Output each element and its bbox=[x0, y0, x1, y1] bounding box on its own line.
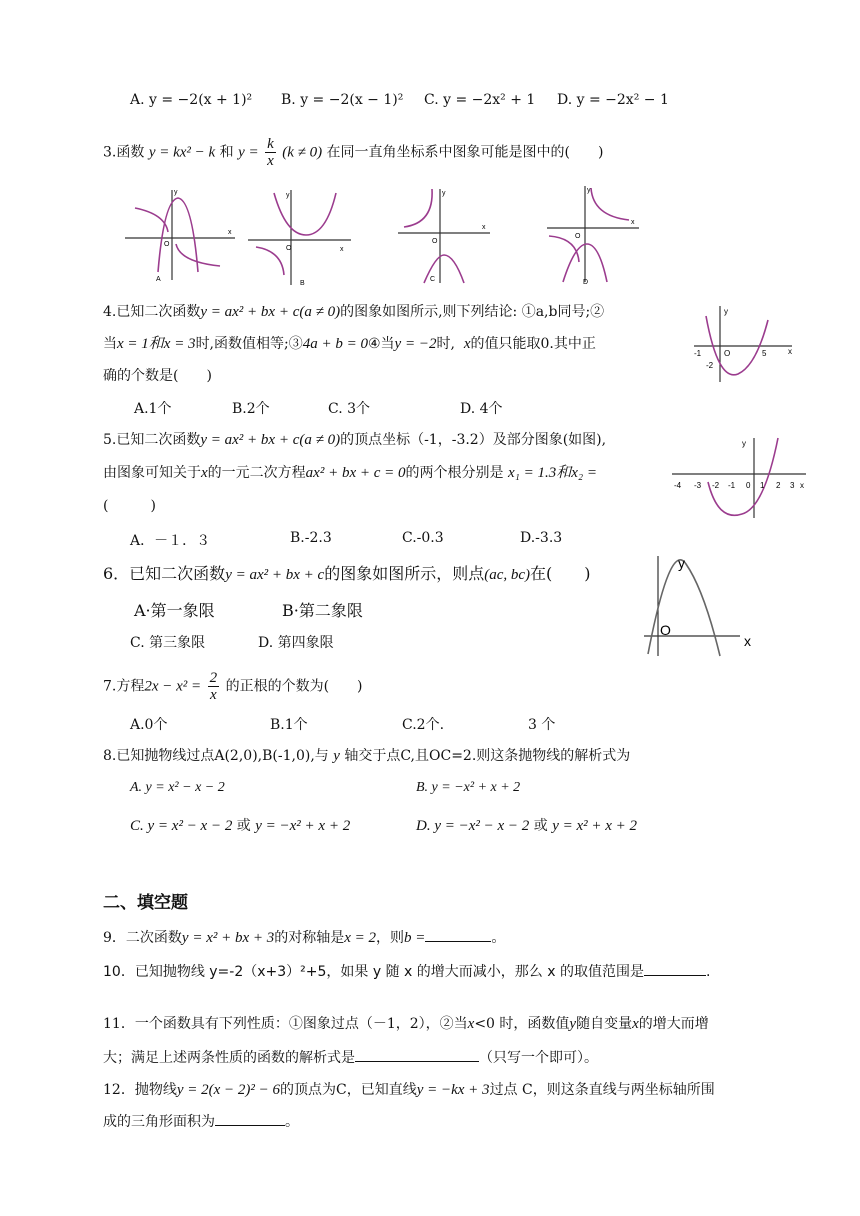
svg-text:x: x bbox=[228, 229, 232, 236]
svg-text:-1: -1 bbox=[728, 481, 736, 490]
svg-text:x: x bbox=[800, 481, 804, 490]
q5-option-b: B.-2.3 bbox=[290, 530, 332, 546]
svg-text:y: y bbox=[442, 190, 446, 197]
svg-text:-1: -1 bbox=[694, 349, 702, 358]
question-5-line-2: 由图象可知关于x的一元二次方程ax² + bx + c = 0的两个根分别是 x₁ = 1.3和x₂ = bbox=[103, 465, 597, 481]
svg-text:x: x bbox=[744, 633, 751, 649]
q5-option-c: C.-0.3 bbox=[402, 530, 444, 546]
q7-option-d: 3 个 bbox=[528, 717, 556, 733]
q6-option-c: C. 第三象限 bbox=[130, 635, 206, 651]
question-12-line-1: 12．抛物线y = 2(x − 2)² − 6的顶点为C，已知直线y = −kx + 3过点 C，则这条直线与两坐标轴所围 bbox=[103, 1082, 715, 1098]
svg-text:O: O bbox=[660, 622, 671, 638]
q2-option-a: A. y = −2(x + 1)² bbox=[130, 92, 253, 108]
q3-graph-label-d: D bbox=[583, 279, 589, 286]
q3-graph-d bbox=[545, 182, 645, 286]
q6-option-a: A·第一象限 bbox=[134, 601, 215, 620]
svg-text:O: O bbox=[164, 241, 170, 248]
svg-text:-3: -3 bbox=[694, 481, 702, 490]
svg-text:-2: -2 bbox=[712, 481, 720, 490]
q2-option-c: C. y = −2x² + 1 bbox=[424, 92, 536, 108]
q3-graph-label-b: B bbox=[300, 280, 305, 287]
question-6-line-1: 6．已知二次函数y = ax² + bx + c的图象如图所示，则点(ac, bc)在( ) bbox=[103, 564, 591, 583]
q7-option-c: C.2个. bbox=[402, 717, 445, 733]
q4-option-b: B.2个 bbox=[232, 401, 270, 417]
svg-text:0: 0 bbox=[746, 481, 751, 490]
q8-option-c: C. y = x² − x − 2 或 y = −x² + x + 2 bbox=[130, 818, 351, 834]
question-7-stem: 7.方程2x − x² = $\frac{2}{x}$ 的正根的个数为( ) bbox=[103, 670, 363, 703]
q6-option-b: B·第二象限 bbox=[282, 601, 363, 620]
question-5-line-3: ( ) bbox=[103, 498, 156, 514]
svg-text:2: 2 bbox=[776, 481, 781, 490]
question-12-line-2: 成的三角形面积为 。 bbox=[103, 1114, 299, 1130]
question-5-line-1: 5.已知二次函数y = ax² + bx + c(a ≠ 0)的顶点坐标（-1，-3.2）及部分图象(如图), bbox=[103, 432, 607, 448]
svg-text:x: x bbox=[788, 347, 792, 356]
svg-text:y: y bbox=[174, 189, 178, 196]
question-4-line-3: 确的个数是( ) bbox=[103, 368, 212, 384]
q8-option-a: A. y = x² − x − 2 bbox=[130, 780, 225, 795]
q8-option-b: B. y = −x² + x + 2 bbox=[416, 780, 521, 795]
q3-graph-c bbox=[394, 185, 494, 285]
section-title-fill-in: 二、填空题 bbox=[103, 893, 188, 913]
q3-graph-label-c: C bbox=[430, 276, 436, 283]
question-4-line-1: 4.已知二次函数y = ax² + bx + c(a ≠ 0)的图象如图所示,则下列结论: ①a,b同号;② bbox=[103, 304, 605, 320]
q3-graph-label-a: A bbox=[156, 276, 161, 283]
q2-option-b: B. y = −2(x − 1)² bbox=[281, 92, 404, 108]
q4-option-c: C. 3个 bbox=[328, 401, 371, 417]
svg-text:y: y bbox=[678, 555, 685, 571]
question-9: 9．二次函数y = x² + bx + 3的对称轴是x = 2，则b = 。 bbox=[103, 930, 506, 946]
svg-text:x: x bbox=[340, 246, 344, 253]
fraction-2-over-x: $\frac{2}{x}$ bbox=[209, 670, 218, 703]
svg-text:5: 5 bbox=[762, 349, 767, 358]
question-11-line-2: 大；满足上述两条性质的函数的解析式是 （只写一个即可）。 bbox=[103, 1050, 598, 1066]
q4-graph bbox=[688, 302, 800, 384]
svg-text:-2: -2 bbox=[706, 361, 714, 370]
q3-graph-a bbox=[120, 180, 240, 284]
question-4-line-2: 当x = 1和x = 3时,函数值相等;③4a + b = 0④当y = −2时, x的值只能取0.其中正 bbox=[103, 336, 596, 352]
svg-text:y: y bbox=[286, 192, 290, 199]
svg-text:O: O bbox=[724, 349, 731, 358]
answer-blank[interactable] bbox=[355, 1061, 479, 1062]
question-8-stem: 8.已知抛物线过点A(2,0),B(-1,0),与 y 轴交于点C,且OC=2.则这条抛物线的解析式为 bbox=[103, 748, 631, 764]
q4-option-d: D. 4个 bbox=[460, 401, 503, 417]
fraction-k-over-x: $\frac{k}{x}$ bbox=[267, 136, 274, 169]
q5-graph bbox=[668, 434, 812, 520]
answer-blank[interactable] bbox=[644, 975, 706, 976]
q6-graph bbox=[640, 550, 760, 660]
q2-option-d: D. y = −2x² − 1 bbox=[557, 92, 669, 108]
answer-blank[interactable] bbox=[425, 941, 491, 942]
question-10: 10．已知抛物线 y=-2（x+3）²+5，如果 y 随 x 的增大而减小，那么 x 的取值范围是 . bbox=[103, 964, 711, 980]
svg-text:y: y bbox=[724, 307, 728, 316]
svg-text:O: O bbox=[575, 233, 581, 240]
svg-text:-4: -4 bbox=[674, 481, 682, 490]
svg-text:x: x bbox=[631, 219, 635, 226]
q4-option-a: A.1个 bbox=[134, 401, 172, 417]
svg-text:1: 1 bbox=[760, 481, 765, 490]
q8-option-d: D. y = −x² − x − 2 或 y = x² + x + 2 bbox=[416, 818, 638, 834]
svg-text:x: x bbox=[482, 224, 486, 231]
svg-text:O: O bbox=[286, 245, 292, 252]
q5-option-a: A．－１．３ bbox=[130, 533, 211, 549]
svg-text:y: y bbox=[742, 439, 746, 448]
q5-option-d: D.-3.3 bbox=[520, 530, 563, 546]
q3-graph-b bbox=[246, 185, 356, 289]
q6-option-d: D. 第四象限 bbox=[258, 635, 334, 651]
svg-text:3: 3 bbox=[790, 481, 795, 490]
svg-text:O: O bbox=[432, 238, 438, 245]
q7-option-a: A.0个 bbox=[130, 717, 168, 733]
question-3-stem: 3.函数 y = kx² − k 和 y = $\frac{k}{x}$ (k ≠ 0) 在同一直角坐标系中图象可能是图中的( ) bbox=[103, 136, 604, 169]
svg-text:y: y bbox=[587, 187, 591, 194]
q7-option-b: B.1个 bbox=[270, 717, 308, 733]
question-11-line-1: 11．一个函数具有下列性质：①图象过点（－1，2），②当x<0 时，函数值y随自变量x的增大而增 bbox=[103, 1016, 709, 1032]
answer-blank[interactable] bbox=[215, 1125, 285, 1126]
